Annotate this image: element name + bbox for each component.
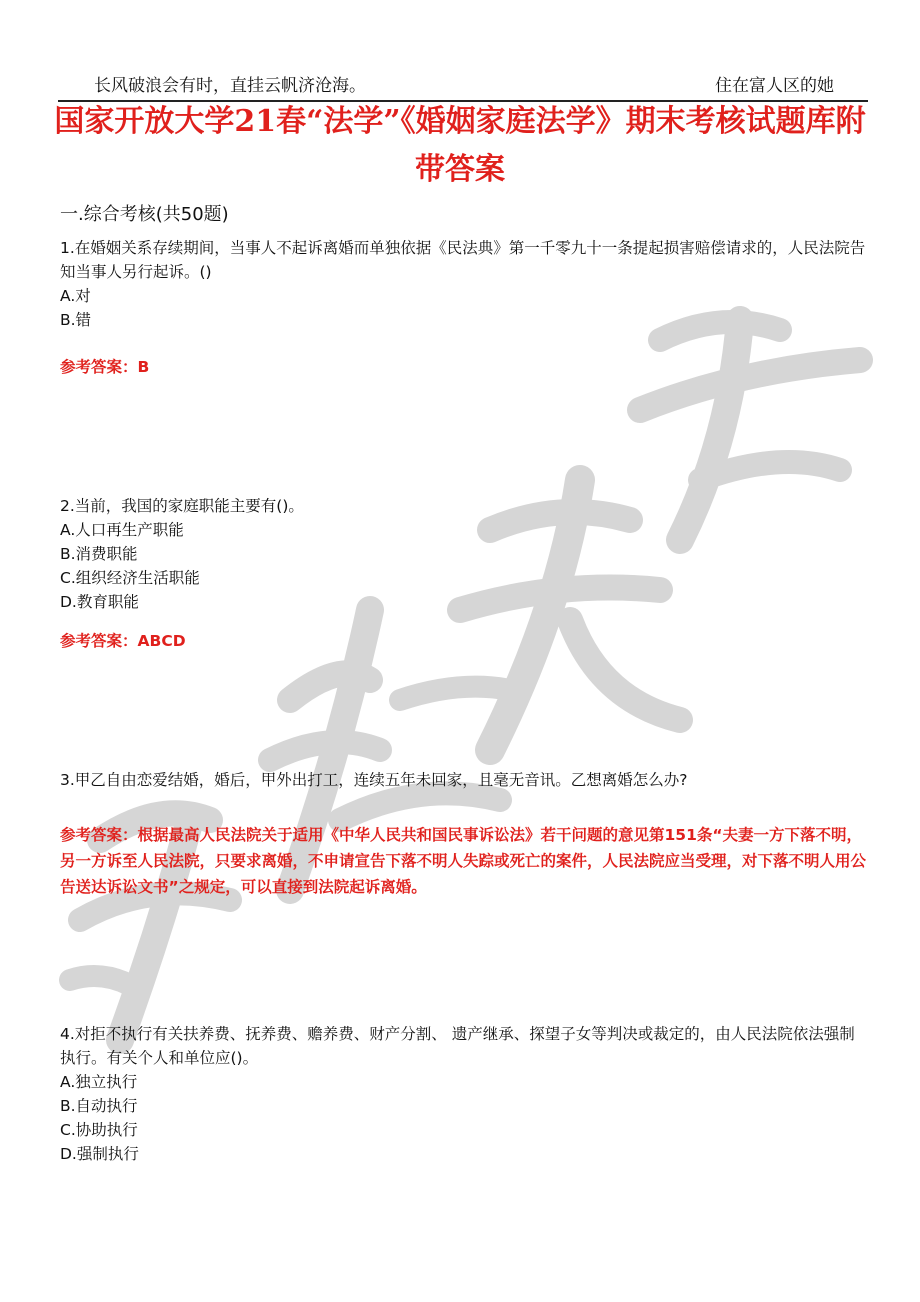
answer-value: 根据最高人民法院关于适用《中华人民共和国民事诉讼法》若干问题的意见第151条“夫妻一方下落不明，另一方诉至人民法院，只要求离婚，不申请宣告下落不明人失踪或死亡的案件，人民法院应当受理，对下落不明人用公告送达诉讼文书”之规定，可以直接到法院起诉离婚。	[60, 826, 867, 896]
document-body	[60, 200, 868, 1166]
question-text: 4.对拒不执行有关扶养费、抚养费、赡养费、财产分割、 遗产继承、探望子女等判决或裁定的，由人民法院依法强制执行。有关个人和单位应()。	[60, 1025, 855, 1067]
header-motto: 长风破浪会有时，直挂云帆济沧海。	[94, 76, 366, 96]
question-1	[60, 236, 868, 380]
option-b: B.消费职能	[60, 545, 138, 563]
answer-value: ABCD	[137, 632, 186, 650]
question-3	[60, 768, 868, 900]
option-c: C.协助执行	[60, 1121, 138, 1139]
option-d: D.教育职能	[60, 593, 139, 611]
answer-line	[60, 628, 868, 654]
option-d: D.强制执行	[60, 1145, 139, 1163]
answer-line	[60, 822, 868, 900]
document-title: 国家开放大学21春“法学”《婚姻家庭法学》期末考核试题库附带答案	[54, 104, 866, 187]
page-header	[58, 64, 868, 102]
answer-label: 参考答案：	[60, 826, 138, 844]
option-b: B.错	[60, 311, 92, 329]
question-4	[60, 1022, 868, 1166]
question-text: 3.甲乙自由恋爱结婚，婚后，甲外出打工，连续五年未回家，且毫无音讯。乙想离婚怎么办?	[60, 771, 688, 789]
option-b: B.自动执行	[60, 1097, 138, 1115]
question-text: 2.当前，我国的家庭职能主要有()。	[60, 497, 304, 515]
answer-label: 参考答案：	[60, 632, 138, 650]
answer-value: B	[137, 358, 150, 376]
answer-label: 参考答案：	[60, 358, 138, 376]
answer-line	[60, 354, 868, 380]
section-title: 一.综合考核(共50题)	[60, 204, 229, 225]
header-note: 住在富人区的她	[715, 76, 834, 96]
question-text: 1.在婚姻关系存续期间，当事人不起诉离婚而单独依据《民法典》第一千零九十一条提起损害赔偿请求的，人民法院告知当事人另行起诉。()	[60, 239, 866, 281]
question-2	[60, 494, 868, 654]
option-a: A.人口再生产职能	[60, 521, 184, 539]
option-c: C.组织经济生活职能	[60, 569, 200, 587]
option-a: A.对	[60, 287, 91, 305]
option-a: A.独立执行	[60, 1073, 138, 1091]
